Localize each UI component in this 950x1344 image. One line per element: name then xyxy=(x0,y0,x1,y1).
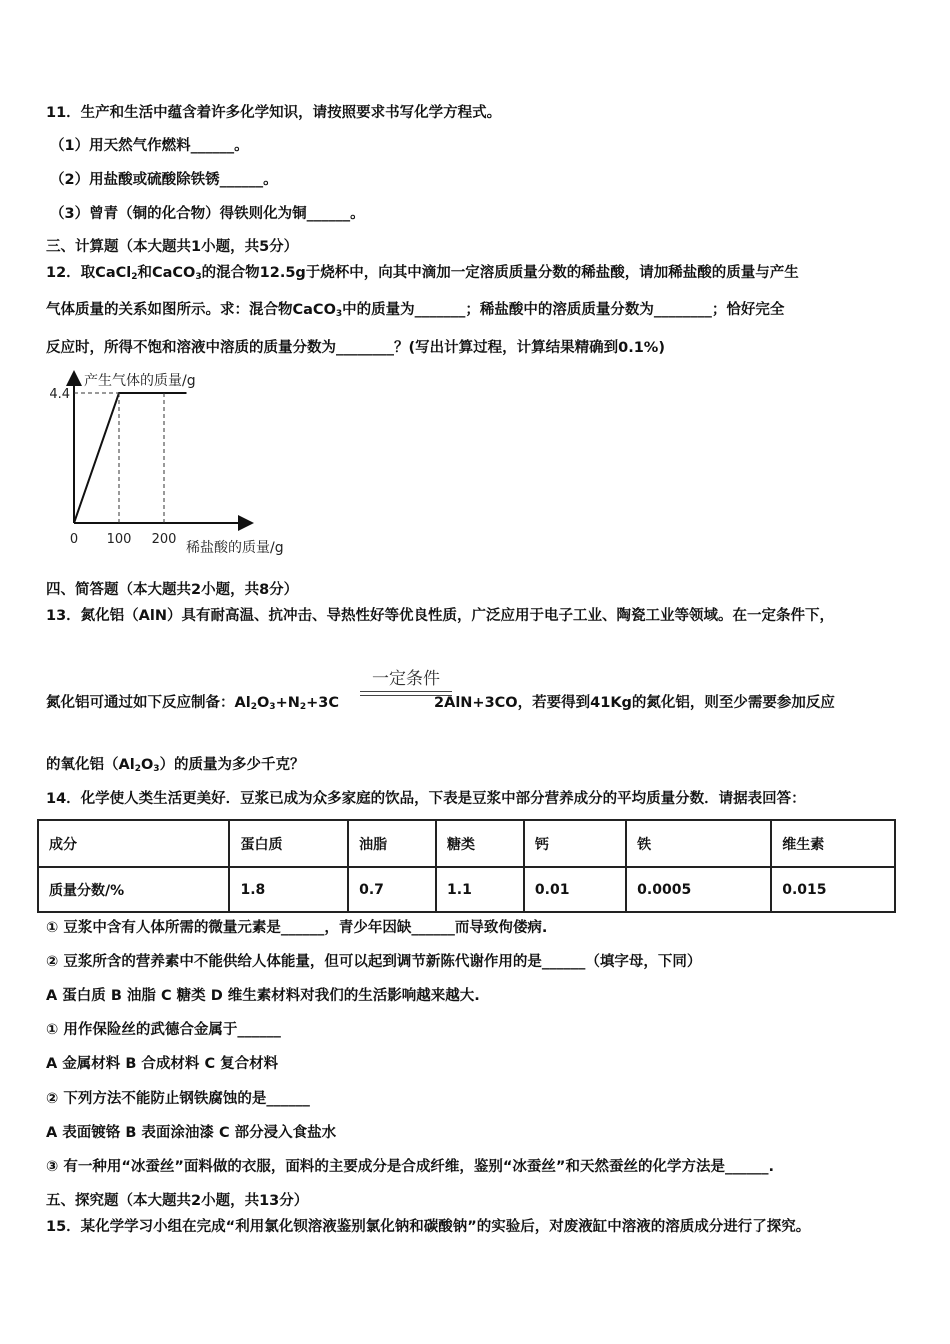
q14-answer-1: ① 豆浆中含有人体所需的微量元素是______，青少年因缺______而导致佝偻病. xyxy=(46,920,548,936)
q14-answer-2-options: A 蛋白质 B 油脂 C 糖类 D 维生素材料对我们的生活影响越来越大. xyxy=(46,988,480,1004)
q14-question-b1-options: A 金属材料 B 合成材料 C 复合材料 xyxy=(46,1056,279,1072)
q12-text: 12．取CaCl xyxy=(46,265,132,281)
nutrition-table xyxy=(37,819,896,913)
q13-text: ）的质量为多少千克？ xyxy=(159,757,305,773)
q11-part-1: （1）用天然气作燃料______。 xyxy=(50,138,249,154)
q13-text: O xyxy=(256,695,270,711)
table-cell: 糖类 xyxy=(436,820,524,867)
subscript: 3 xyxy=(269,702,276,712)
table-cell: 钙 xyxy=(524,820,626,867)
subscript: 2 xyxy=(134,764,141,774)
q13-text: +N xyxy=(275,695,300,711)
section-4-heading: 四、简答题（本大题共2小题，共8分） xyxy=(46,582,299,598)
q13-text: 氮化铝可通过如下反应制备：Al xyxy=(46,695,251,711)
table-cell: 0.01 xyxy=(524,867,626,912)
q12-text: 的混合物12.5g于烧杯中，向其中滴加一定溶质质量分数的稀盐酸，请加稀盐酸的质量与产生 xyxy=(201,265,799,281)
subscript: 2 xyxy=(250,702,257,712)
table-cell: 质量分数/% xyxy=(38,867,229,912)
q13-line-2 xyxy=(46,693,835,717)
q14-answer-2: ② 豆浆所含的营养素中不能供给人体能量，但可以起到调节新陈代谢作用的是______（填字母，下同） xyxy=(46,954,702,970)
x-tick-label: 200 xyxy=(151,532,177,547)
table-cell: 油脂 xyxy=(348,820,436,867)
q12-text: 中的质量为_______；稀盐酸中的溶质质量分数为________；恰好完全 xyxy=(342,302,785,318)
q13-line-1: 13．氮化铝（AlN）具有耐高温、抗冲击、导热性好等优良性质，广泛应用于电子工业、陶瓷工业等领域。在一定条件下， xyxy=(46,608,835,624)
q13-text: +3C xyxy=(306,695,340,711)
subscript: 2 xyxy=(131,272,138,282)
q15-stem: 15．某化学学习小组在完成“利用氯化钡溶液鉴别氯化钠和碳酸钠”的实验后，对废液缸中溶液的溶质成分进行了探究。 xyxy=(46,1219,811,1235)
subscript: 2 xyxy=(299,702,307,712)
table-cell: 成分 xyxy=(38,820,229,867)
q13-line-3 xyxy=(46,755,305,779)
x-axis-label: 稀盐酸的质量/g xyxy=(186,540,284,556)
table-cell: 0.7 xyxy=(348,867,436,912)
q13-text: 2AlN+3CO，若要得到41Kg的氮化铝，则至少需要参加反应 xyxy=(434,695,835,711)
y-axis-label: 产生气体的质量/g xyxy=(84,373,196,389)
table-cell: 铁 xyxy=(626,820,771,867)
q12-text: 气体质量的关系如图所示。求：混合物CaCO xyxy=(46,302,336,318)
y-tick-label: 4.4 xyxy=(49,387,70,402)
table-cell: 维生素 xyxy=(771,820,895,867)
q12-line-1 xyxy=(46,263,799,287)
subscript: 3 xyxy=(335,309,343,319)
section-5-heading: 五、探究题（本大题共2小题，共13分） xyxy=(46,1193,309,1209)
q11-part-2: （2）用盐酸或硫酸除铁锈______。 xyxy=(50,172,278,188)
x-tick-label: 0 xyxy=(69,532,79,547)
table-row xyxy=(38,867,895,912)
condition-text: 一定条件 xyxy=(372,669,440,689)
subscript: 3 xyxy=(153,764,160,774)
q12-line-3: 反应时，所得不饱和溶液中溶质的质量分数为________？(写出计算过程，计算结果精确到0.1%) xyxy=(46,340,665,356)
reaction-condition xyxy=(360,668,452,696)
q13-text: 的氧化铝（Al xyxy=(46,757,135,773)
section-3-heading: 三、计算题（本大题共1小题，共5分） xyxy=(46,239,299,255)
table-cell: 1.1 xyxy=(436,867,524,912)
q14-question-b1: ① 用作保险丝的武德合金属于______ xyxy=(46,1022,281,1038)
table-cell: 蛋白质 xyxy=(229,820,348,867)
table-cell: 0.015 xyxy=(771,867,895,912)
x-tick-label: 100 xyxy=(106,532,132,547)
table-cell: 1.8 xyxy=(229,867,348,912)
table-cell: 0.0005 xyxy=(626,867,771,912)
q11-stem: 11．生产和生活中蕴含着许多化学知识，请按照要求书写化学方程式。 xyxy=(46,105,502,121)
gas-mass-chart xyxy=(40,368,340,568)
q14-question-b3: ③ 有一种用“冰蚕丝”面料做的衣服，面料的主要成分是合成纤维，鉴别“冰蚕丝”和天然蚕丝的化学方法是______. xyxy=(46,1159,774,1175)
subscript: 3 xyxy=(195,272,202,282)
series-line xyxy=(74,393,187,523)
q14-question-b2: ② 下列方法不能防止钢铁腐蚀的是______ xyxy=(46,1091,310,1107)
q14-question-b2-options: A 表面镀铬 B 表面涂油漆 C 部分浸入食盐水 xyxy=(46,1125,337,1141)
q14-stem: 14．化学使人类生活更美好．豆浆已成为众多家庭的饮品，下表是豆浆中部分营养成分的平均质量分数．请据表回答： xyxy=(46,791,806,807)
q12-text: 和CaCO xyxy=(137,265,196,281)
q12-line-2 xyxy=(46,300,784,324)
q11-part-3: （3）曾青（铜的化合物）得铁则化为铜______。 xyxy=(50,206,365,222)
q13-text: O xyxy=(140,757,154,773)
table-header-row xyxy=(38,820,895,867)
